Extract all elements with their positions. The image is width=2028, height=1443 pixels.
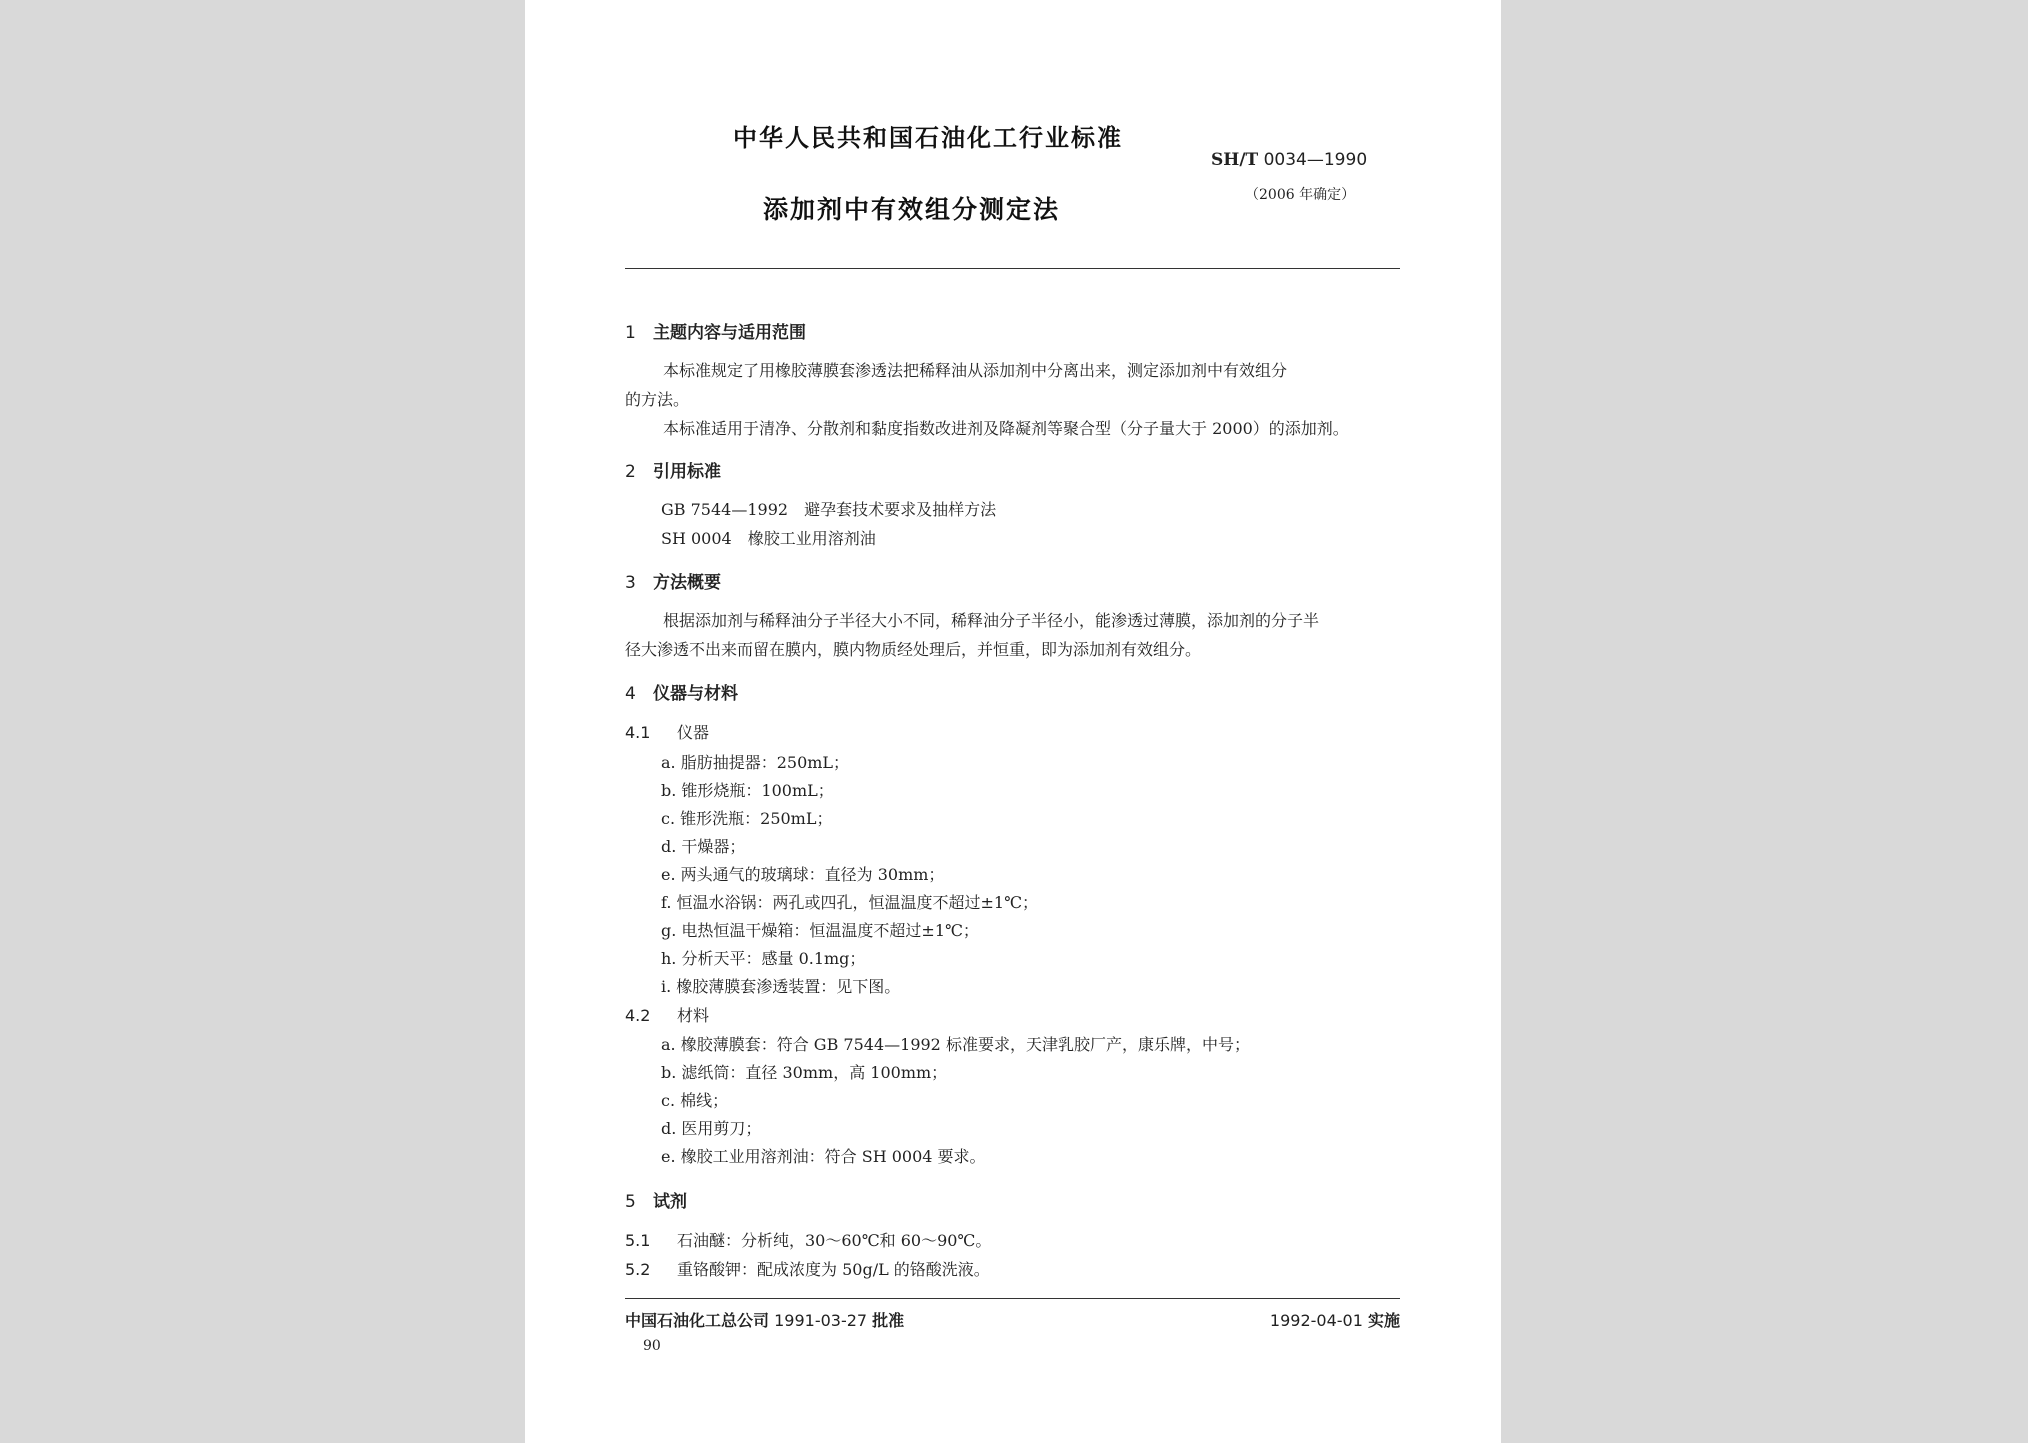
section-title: 主题内容与适用范围 [653, 323, 806, 343]
list-item: b. 滤纸筒：直径 30mm，高 100mm； [661, 1063, 948, 1082]
section-title: 仪器与材料 [653, 684, 738, 704]
subsection-5-2 [625, 1257, 990, 1280]
standard-code [1211, 150, 1367, 170]
confirmation-year: （2006 年确定） [1245, 187, 1356, 203]
section-number: 4 [625, 684, 636, 704]
section-number: 2 [625, 462, 636, 482]
section-4-heading [625, 679, 738, 704]
section-number: 1 [625, 323, 636, 343]
issuing-organization: 中华人民共和国石油化工行业标准 [733, 124, 1123, 152]
list-item: d. 干燥器； [661, 837, 746, 856]
list-item: g. 电热恒温干燥箱：恒温温度不超过±1℃； [661, 921, 979, 940]
implementation-word: 实施 [1367, 1311, 1400, 1330]
list-item: c. 棉线； [661, 1091, 729, 1110]
section-2-heading [625, 457, 721, 482]
list-item: a. 脂肪抽提器：250mL； [661, 753, 850, 772]
section-1-paragraph-2: 本标准适用于清净、分散剂和黏度指数改进剂及降凝剂等聚合型（分子量大于 2000）的添加剂。 [663, 419, 1349, 438]
list-item: e. 橡胶工业用溶剂油：符合 SH 0004 要求。 [661, 1147, 986, 1166]
standard-code-prefix: SH/T [1211, 150, 1259, 170]
subsection-number: 4.1 [625, 723, 651, 742]
list-item: f. 恒温水浴锅：两孔或四孔，恒温温度不超过±1℃； [661, 893, 1039, 912]
list-item: a. 橡胶薄膜套：符合 GB 7544—1992 标准要求，天津乳胶厂产，康乐牌，中号； [661, 1035, 1250, 1054]
subsection-5-1 [625, 1228, 991, 1251]
section-number: 5 [625, 1192, 636, 1212]
header-divider [625, 268, 1400, 269]
section-title: 试剂 [653, 1192, 687, 1212]
reference-gb-7544: GB 7544—1992 避孕套技术要求及抽样方法 [661, 500, 997, 519]
subsection-4-1 [625, 720, 709, 743]
list-item: e. 两头通气的玻璃球：直径为 30mm； [661, 865, 945, 884]
section-3-line-1: 根据添加剂与稀释油分子半径大小不同，稀释油分子半径小，能渗透过薄膜，添加剂的分子半 [663, 611, 1320, 630]
section-5-heading [625, 1187, 687, 1212]
approver: 中国石油化工总公司 [625, 1311, 770, 1330]
section-1-paragraph-1-line-2: 的方法。 [625, 390, 690, 409]
list-item: h. 分析天平：感量 0.1mg； [661, 949, 866, 968]
section-1-heading [625, 318, 806, 343]
approve-date: 1991-03-27 [769, 1311, 873, 1330]
section-title: 引用标准 [653, 462, 721, 482]
section-1-paragraph-1-line-1: 本标准规定了用橡胶薄膜套渗透法把稀释油从添加剂中分离出来，测定添加剂中有效组分 [663, 361, 1288, 380]
approve-word: 批准 [872, 1311, 905, 1330]
subsection-text: 重铬酸钾：配成浓度为 50g/L 的铬酸洗液。 [677, 1260, 990, 1279]
standard-code-number: 0034—1990 [1258, 150, 1368, 170]
section-title: 方法概要 [653, 573, 721, 593]
section-number: 3 [625, 573, 636, 593]
subsection-number: 5.2 [625, 1260, 651, 1279]
subsection-text: 石油醚：分析纯，30～60℃和 60～90℃。 [677, 1231, 992, 1250]
subsection-number: 4.2 [625, 1006, 651, 1025]
reference-sh-0004: SH 0004 橡胶工业用溶剂油 [661, 529, 876, 548]
footer-divider [625, 1298, 1400, 1299]
implementation-line [1270, 1308, 1400, 1331]
list-item: c. 锥形洗瓶：250mL； [661, 809, 833, 828]
section-3-heading [625, 568, 721, 593]
subsection-4-2 [625, 1003, 709, 1026]
approval-line [625, 1308, 904, 1331]
implementation-date: 1992-04-01 [1269, 1311, 1368, 1330]
list-item: i. 橡胶薄膜套渗透装置：见下图。 [661, 977, 901, 996]
subsection-label: 仪器 [677, 723, 710, 742]
document-title: 添加剂中有效组分测定法 [763, 195, 1061, 224]
list-item: d. 医用剪刀； [661, 1119, 762, 1138]
section-3-line-2: 径大渗透不出来而留在膜内，膜内物质经处理后，并恒重，即为添加剂有效组分。 [625, 640, 1202, 659]
subsection-label: 材料 [677, 1006, 710, 1025]
list-item: b. 锥形烧瓶：100mL； [661, 781, 834, 800]
page-number: 90 [643, 1338, 661, 1354]
subsection-number: 5.1 [625, 1231, 651, 1250]
document-page [525, 0, 1501, 1443]
